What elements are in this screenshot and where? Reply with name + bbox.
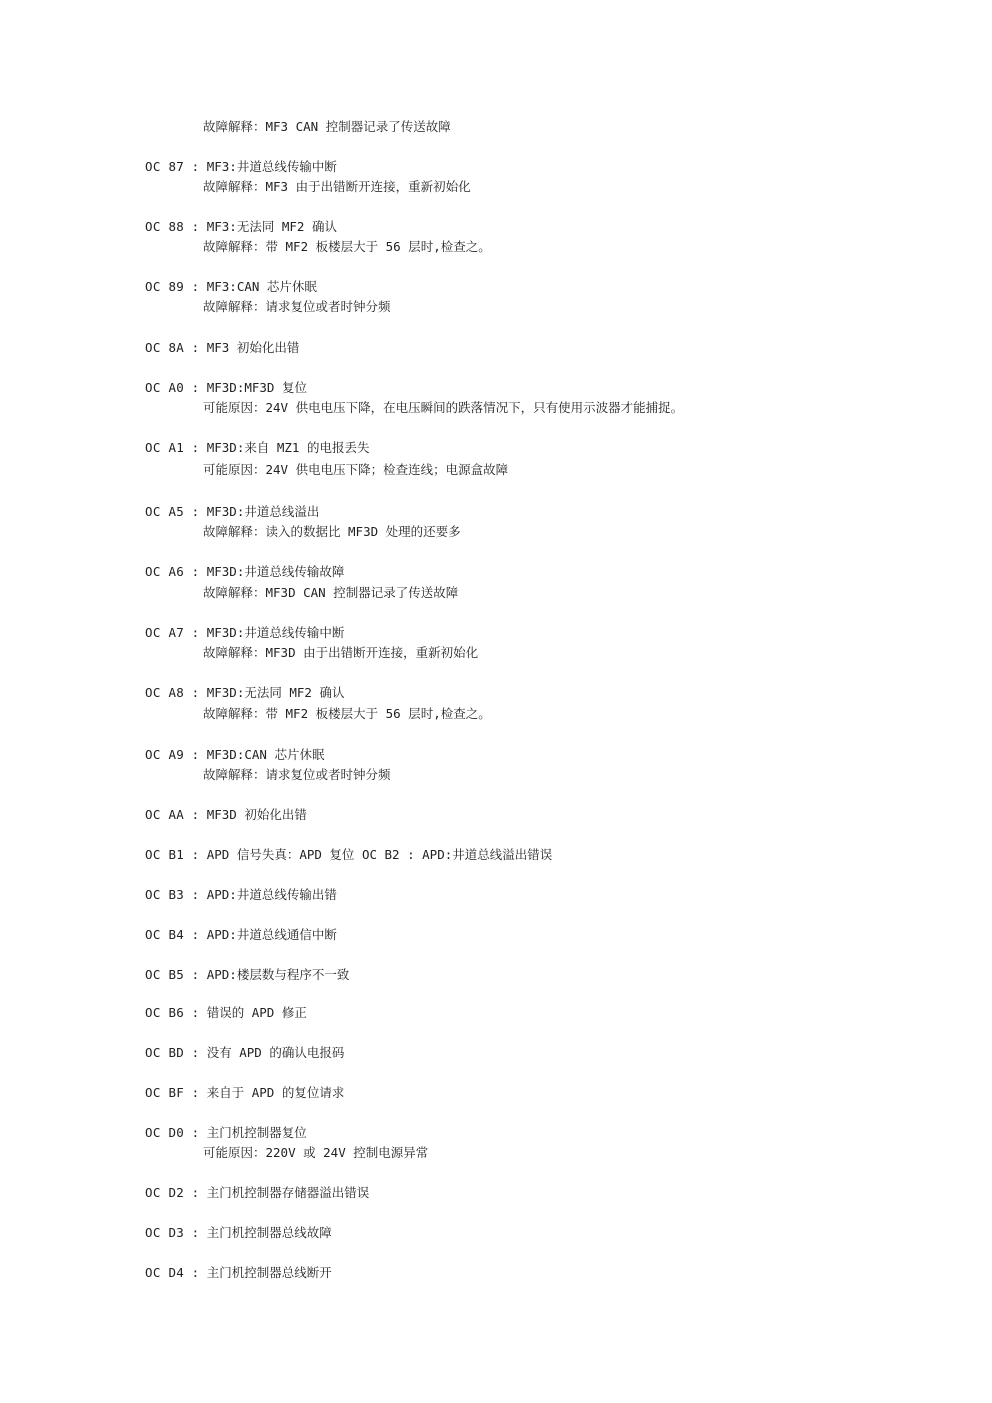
separator: : xyxy=(184,927,207,942)
fault-code: OC 89 xyxy=(145,279,185,294)
fault-code: OC B6 xyxy=(145,1005,185,1020)
separator: : xyxy=(184,440,207,455)
separator: : xyxy=(184,847,207,862)
fault-entry xyxy=(145,1185,369,1201)
fault-entry xyxy=(145,340,299,356)
separator: : xyxy=(184,625,207,640)
separator: : xyxy=(184,1085,207,1100)
fault-entry xyxy=(145,380,307,396)
fault-description: MF3:井道总线传输中断 xyxy=(206,159,337,174)
fault-entry xyxy=(145,887,337,903)
fault-code: OC D2 xyxy=(145,1185,185,1200)
fault-code: OC D4 xyxy=(145,1265,185,1280)
fault-entry xyxy=(145,1085,344,1101)
fault-entry xyxy=(145,625,344,641)
separator: : xyxy=(184,1265,207,1280)
fault-code: OC B3 xyxy=(145,887,185,902)
fault-explanation: 可能原因：24V 供电电压下降；检查连线；电源盒故障 xyxy=(203,462,509,477)
fault-explanation: 可能原因：220V 或 24V 控制电源异常 xyxy=(203,1145,429,1160)
fault-entry xyxy=(145,564,344,580)
separator: : xyxy=(184,967,207,982)
separator: : xyxy=(184,1185,207,1200)
fault-entry xyxy=(145,747,324,763)
fault-description: APD 信号失真：APD 复位 OC B2 : APD:井道总线溢出错误 xyxy=(206,847,553,862)
fault-description: MF3D 初始化出错 xyxy=(206,807,307,822)
fault-entry xyxy=(145,504,319,520)
fault-description: MF3D:来自 MZ1 的电报丢失 xyxy=(206,440,370,455)
fault-entry xyxy=(145,219,337,235)
fault-code: OC A7 xyxy=(145,625,185,640)
separator: : xyxy=(184,1045,207,1060)
fault-explanation: 故障解释：请求复位或者时钟分频 xyxy=(203,299,391,314)
fault-description: APD:楼层数与程序不一致 xyxy=(206,967,350,982)
fault-description: MF3:CAN 芯片休眠 xyxy=(206,279,317,294)
fault-code: OC B5 xyxy=(145,967,185,982)
fault-description: 主门机控制器复位 xyxy=(206,1125,307,1140)
fault-code: OC D0 xyxy=(145,1125,185,1140)
separator: : xyxy=(184,747,207,762)
fault-explanation: 可能原因：24V 供电电压下降，在电压瞬间的跌落情况下，只有使用示波器才能捕捉。 xyxy=(203,400,684,415)
separator: : xyxy=(184,685,207,700)
fault-explanation: 故障解释：MF3D 由于出错断开连接，重新初始化 xyxy=(203,645,479,660)
fault-description: MF3D:MF3D 复位 xyxy=(206,380,307,395)
fault-description: MF3D:无法同 MF2 确认 xyxy=(206,685,345,700)
fault-code: OC D3 xyxy=(145,1225,185,1240)
fault-description: APD:井道总线通信中断 xyxy=(206,927,337,942)
fault-description: 错误的 APD 修正 xyxy=(206,1005,307,1020)
fault-explanation: 故障解释：带 MF2 板楼层大于 56 层时,检查之。 xyxy=(203,239,491,254)
fault-explanation: 故障解释：带 MF2 板楼层大于 56 层时,检查之。 xyxy=(203,706,491,721)
fault-code: OC A8 xyxy=(145,685,185,700)
fault-code: OC A6 xyxy=(145,564,185,579)
fault-description: APD:井道总线传输出错 xyxy=(206,887,337,902)
separator: : xyxy=(184,279,207,294)
fault-entry xyxy=(145,440,369,456)
fault-code: OC A1 xyxy=(145,440,185,455)
fault-code: OC B1 xyxy=(145,847,185,862)
fault-code: OC 88 xyxy=(145,219,185,234)
separator: : xyxy=(184,340,207,355)
separator: : xyxy=(184,159,207,174)
fault-entry xyxy=(145,279,317,295)
fault-code: OC 87 xyxy=(145,159,185,174)
fault-entry xyxy=(145,159,337,175)
fault-description: MF3:无法同 MF2 确认 xyxy=(206,219,337,234)
fault-description: 主门机控制器总线故障 xyxy=(206,1225,332,1240)
separator: : xyxy=(184,1005,207,1020)
fault-code: OC BD xyxy=(145,1045,185,1060)
separator: : xyxy=(184,1125,207,1140)
separator: : xyxy=(184,807,207,822)
fault-code: OC A5 xyxy=(145,504,185,519)
fault-entry xyxy=(145,807,307,823)
fault-entry xyxy=(145,967,349,983)
fault-description: MF3 初始化出错 xyxy=(206,340,300,355)
fault-entry xyxy=(145,1045,344,1061)
fault-entry xyxy=(145,1125,307,1141)
fault-description: 主门机控制器总线断开 xyxy=(206,1265,332,1280)
fault-entry xyxy=(145,847,552,863)
fault-explanation: 故障解释：MF3 由于出错断开连接，重新初始化 xyxy=(203,179,471,194)
fault-entry xyxy=(145,1225,332,1241)
fault-explanation: 故障解释：读入的数据比 MF3D 处理的还要多 xyxy=(203,524,461,539)
separator: : xyxy=(184,887,207,902)
fault-description: MF3D:CAN 芯片休眠 xyxy=(206,747,325,762)
separator: : xyxy=(184,504,207,519)
fault-code: OC B4 xyxy=(145,927,185,942)
fault-entry xyxy=(145,1005,307,1021)
fault-code: OC AA xyxy=(145,807,185,822)
fault-description: 来自于 APD 的复位请求 xyxy=(206,1085,345,1100)
fault-explanation: 故障解释：MF3D CAN 控制器记录了传送故障 xyxy=(203,585,459,600)
fault-explanation: 故障解释：请求复位或者时钟分频 xyxy=(203,767,391,782)
separator: : xyxy=(184,564,207,579)
fault-entry xyxy=(145,1265,332,1281)
fault-description: MF3D:井道总线溢出 xyxy=(206,504,320,519)
fault-description: 主门机控制器存储器溢出错误 xyxy=(206,1185,370,1200)
separator: : xyxy=(184,1225,207,1240)
top-note: 故障解释：MF3 CAN 控制器记录了传送故障 xyxy=(203,119,451,134)
fault-description: MF3D:井道总线传输故障 xyxy=(206,564,345,579)
fault-code: OC 8A xyxy=(145,340,185,355)
separator: : xyxy=(184,380,207,395)
fault-entry xyxy=(145,685,344,701)
fault-entry xyxy=(145,927,337,943)
fault-description: MF3D:井道总线传输中断 xyxy=(206,625,345,640)
fault-code: OC A0 xyxy=(145,380,185,395)
fault-code: OC A9 xyxy=(145,747,185,762)
fault-code: OC BF xyxy=(145,1085,185,1100)
fault-description: 没有 APD 的确认电报码 xyxy=(206,1045,345,1060)
separator: : xyxy=(184,219,207,234)
